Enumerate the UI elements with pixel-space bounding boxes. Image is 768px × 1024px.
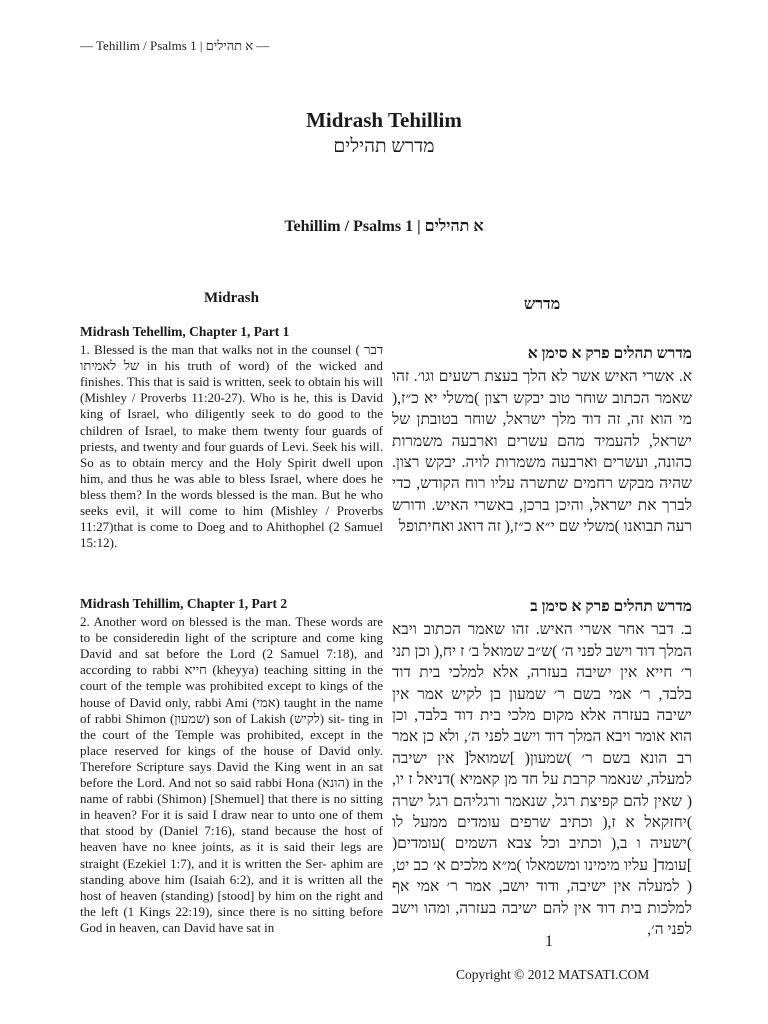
part-1-hebrew: [392, 343, 692, 538]
part-2-heading-english: Midrash Tehillim, Chapter 1, Part 2: [80, 596, 288, 611]
part-2-english: [80, 596, 383, 936]
section-label-hebrew: מדרש: [523, 296, 561, 313]
page-number: 1: [545, 933, 553, 950]
part-1-heading-hebrew: מדרש תהלים פרק א סימן א: [527, 345, 692, 362]
part-1-english: [80, 324, 383, 551]
part-1-heading-english: Midrash Tehellim, Chapter 1, Part 1: [80, 324, 290, 339]
copyright-notice: Copyright © 2012 MATSATI.COM: [456, 967, 650, 982]
part-1-text-hebrew: א. אשרי האיש אשר לא הלך בעצת רשעים וגו׳. זהו שאמר הכתוב שוחר טוב יבקש רצון )משלי יא כ״ז,( מי הוא זה, זה דוד מלך ישראל, שוחר בטובתן של ישראל, להעמיד מהם עשרים וארבעה משמרות כהונה, ועשרים וארבעה משמרות לויה. יבקש רצון. שהיה מבקש רחמים שתשרה עליו רוח הקודש, כדי לברך את ישראל, והיכן ברכן, באשרי האיש. ודורש רעה תבואנו )משלי שם י״א כ״ז,( זה דואג ואחיתופל: [392, 368, 692, 536]
part-2-heading-hebrew: מדרש תהלים פרק א סימן ב: [530, 598, 692, 615]
document-title: Midrash Tehillim: [306, 108, 462, 132]
document-title-hebrew: מדרש תהילים: [333, 136, 435, 157]
part-2-text-english: 2. Another word on blessed is the man. These words are to be consideredin light of the scripture and come king David and sat before the Lord (2 Samuel 7:18), and according to rabbi חייא (kheyya) teaching sitting in the court of the temple was prohibited except to kings of the house of David only, rabbi Ami (אמי) taught in the name of rabbi Shimon (שמעון) son of Lakish (לקיש) sit- ting in the court of the Temple was prohibited, except in the place reserved for kings of the house of David only. Therefore Scripture says David the King went in an sat before the Lord. And not so said rabbi Hona (הונא) in the name of rabbi (Shimon) [Shemuel] that there is no sitting in heaven? For it is said I draw near to unto one of them that stood by (Daniel 7:16), stand because the host of heaven have no knee joints, as it is said their legs are straight (Ezekiel 1:7), and it is written the Ser- aphim are standing above him (Isaiah 6:2), and it is written all the host of heaven (standing) [stood] by him on the right and the left (1 Kings 22:19), since there is no sitting before God in heaven, can David have sat in: [80, 614, 384, 935]
chapter-heading: Tehillim / Psalms 1 | א תהילים: [284, 218, 484, 235]
running-head: — Tehillim / Psalms 1 | א תהילים —: [80, 38, 270, 53]
part-2-text-hebrew: ב. דבר אחר אשרי האיש. זהו שאמר הכתוב ויבא המלך דוד וישב לפני ה׳ )ש״ב שמואל ב׳ ז יח,( וכן תני ר׳ חייא אין ישיבה בעזרה, אלא למלכי בית דוד בלבד, ר׳ אמי בשם ר׳ שמעון בן לקיש אמר אין ישיבה בעזרה אלא מקום מלכי בית דוד בלבד, וכן הוא אומר ויבא המלך דוד וישב לפני ה׳, ולא כן אמר רב הונא בשם ר׳ )שמעון( ]שמואל[ אין ישיבה למעלה, שנאמר קרבת על חד מן קאמיא )דניאל ז יו,( שאין להם קפיצת רגל, שנאמר ורגליהם רגל ישרה )יחזקאל א ז,( וכתיב שרפים עומדים ממעל לו )ישעיה ו ב,( וכתיב וכל צבא השמים )עומדים( ]עומד[ עליו מימינו ומשמאלו )מ״א מלכים א׳ כב יט,( למעלה אין ישיבה, ודוד יושב, אמר ר׳ אמי אף למלכות בית דוד אין להם ישיבה בעזרה, ומהו וישב לפני ה׳,: [392, 621, 692, 939]
section-label-english: Midrash: [203, 290, 259, 306]
part-1-text-english: 1. Blessed is the man that walks not in the counsel ( דבר של לאמיתו in his truth of word) of the wicked and finishes. This that is said is written, seek to obtain his will (Mishley / Proverbs 11:20-27). Who is he, this is David king of Israel, who diligently seek to do good to the children of Israel, to make them twenty four guards of priests, and twenty and four guards of Levi. Seek his will. So as to obtain mercy and the Holy Spirit dwell upon him, and thus he was able to bless Israel, where does he bless them? In the words blessed is the man. But he who seeks evil, it will come to him (Mishley / Proverbs 11:27)that is come to Doeg and to Ahithophel (2 Samuel 15:12).: [80, 342, 383, 551]
part-2-hebrew: [392, 596, 692, 941]
